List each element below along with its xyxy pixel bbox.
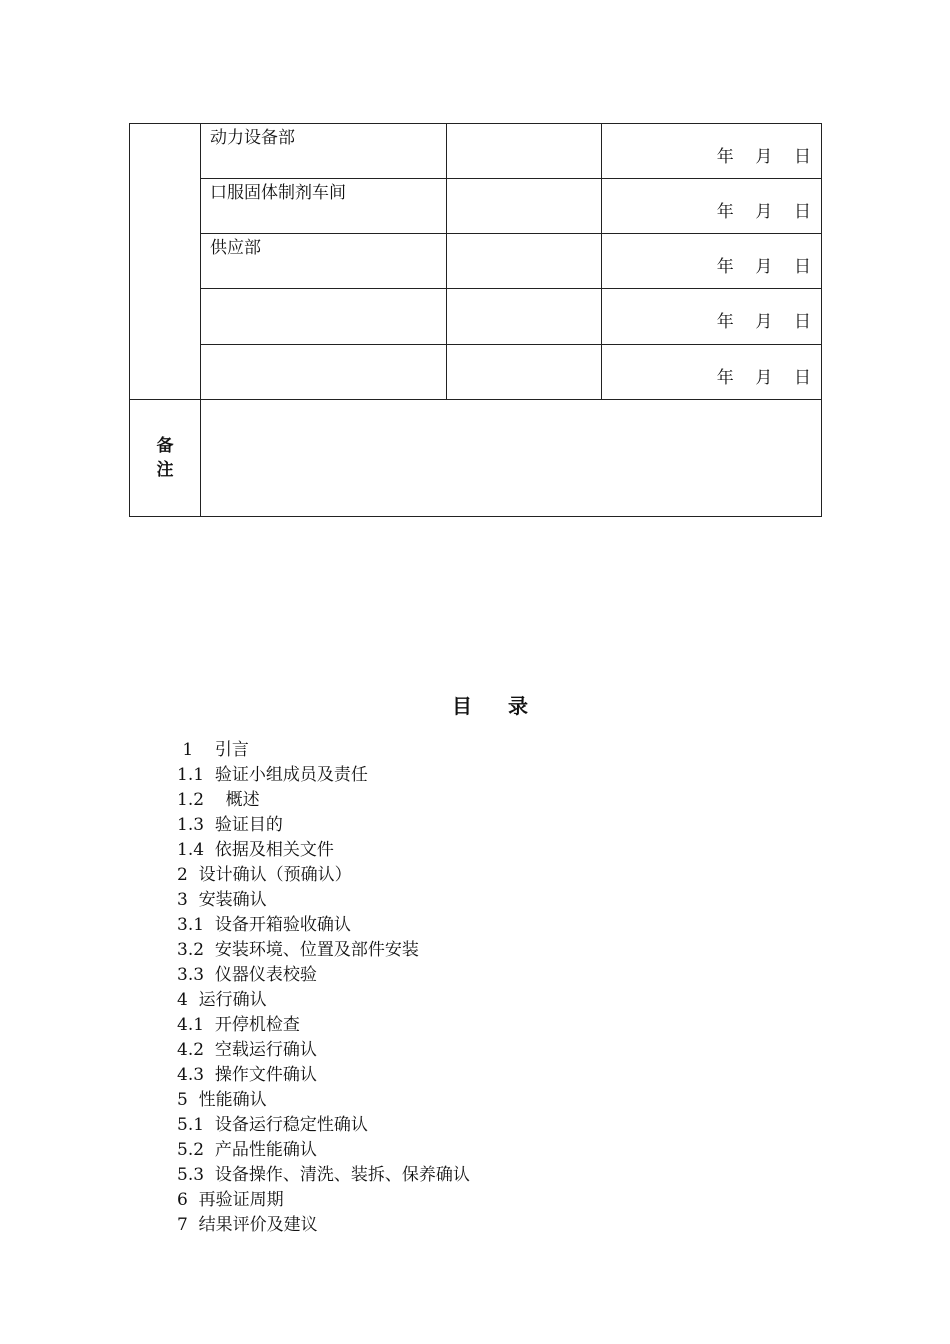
toc-item-label: 运行确认 xyxy=(198,990,267,1010)
toc-item-number: 1.2 xyxy=(177,790,205,810)
toc-item-number: 1.4 xyxy=(177,840,205,860)
sign-cell xyxy=(447,289,602,344)
remark-content xyxy=(201,399,822,516)
toc-title: 目录 xyxy=(452,694,564,718)
toc-item-number: 1.1 xyxy=(177,765,205,785)
toc-list xyxy=(177,738,470,1238)
dept-cell xyxy=(201,289,447,344)
toc-item-sep xyxy=(204,1115,215,1135)
dept-cell xyxy=(201,344,447,399)
toc-item-sep xyxy=(188,890,199,910)
remark-label-char-1: 备 xyxy=(156,435,174,456)
date-text: 年 月 日 xyxy=(716,202,811,223)
toc-item-label: 验证目的 xyxy=(214,815,283,835)
toc-item-sep xyxy=(188,865,199,885)
dept-cell: 口服固体制剂车间 xyxy=(201,179,447,234)
toc-item-sep xyxy=(204,765,215,785)
toc-item-sep xyxy=(204,1165,215,1185)
toc-item-label: 设备操作、清洗、装拆、保养确认 xyxy=(214,1165,470,1185)
toc-item-number: 2 xyxy=(177,865,188,885)
toc-item xyxy=(177,913,470,938)
toc-item-number: 6 xyxy=(177,1190,188,1210)
toc-item-sep xyxy=(188,990,199,1010)
toc-item xyxy=(177,1038,470,1063)
table-row xyxy=(130,179,822,234)
toc-item xyxy=(177,738,470,763)
toc-item-sep xyxy=(204,790,226,810)
toc-item-label: 概述 xyxy=(225,790,260,810)
table-row xyxy=(130,289,822,344)
date-cell xyxy=(602,124,822,179)
toc-item-number: 5.2 xyxy=(177,1140,205,1160)
toc-item xyxy=(177,1163,470,1188)
toc-item xyxy=(177,788,470,813)
toc-item xyxy=(177,938,470,963)
toc-item-label: 设备运行稳定性确认 xyxy=(214,1115,368,1135)
toc-item-sep xyxy=(204,1040,215,1060)
table-row xyxy=(130,234,822,289)
signature-table xyxy=(129,123,822,517)
toc-item-label: 性能确认 xyxy=(198,1090,267,1110)
table-row xyxy=(130,344,822,399)
toc-item xyxy=(177,1188,470,1213)
toc-item-label: 验证小组成员及责任 xyxy=(214,765,368,785)
toc-item xyxy=(177,863,470,888)
remark-row xyxy=(130,399,822,516)
toc-item-label: 设计确认（预确认） xyxy=(198,865,352,885)
date-text: 年 月 日 xyxy=(716,147,811,167)
toc-item-number: 3.3 xyxy=(177,965,205,985)
remark-label-char-2: 注 xyxy=(156,459,174,480)
toc-item xyxy=(177,1088,470,1113)
toc-item-sep xyxy=(204,915,215,935)
toc-item-sep xyxy=(204,1065,215,1085)
toc-item-sep xyxy=(188,1215,199,1235)
toc-item-label: 再验证周期 xyxy=(198,1190,284,1210)
dept-cell: 动力设备部 xyxy=(201,124,447,179)
sign-cell xyxy=(447,124,602,179)
toc-item-label: 依据及相关文件 xyxy=(214,840,334,860)
toc-item xyxy=(177,963,470,988)
toc-item-label: 引言 xyxy=(214,740,249,760)
toc-item-number: 4 xyxy=(177,990,188,1010)
toc-item-sep xyxy=(204,840,215,860)
toc-item-label: 安装确认 xyxy=(198,890,267,910)
toc-item-number: 4.3 xyxy=(177,1065,205,1085)
toc-item-label: 空载运行确认 xyxy=(214,1040,317,1060)
toc-item xyxy=(177,1013,470,1038)
toc-item-label: 开停机检查 xyxy=(214,1015,300,1035)
table-row xyxy=(130,124,822,179)
toc-item-number: 1.3 xyxy=(177,815,205,835)
toc-item-label: 仪器仪表校验 xyxy=(214,965,317,985)
sign-cell xyxy=(447,344,602,399)
toc-item xyxy=(177,1113,470,1138)
date-cell xyxy=(602,289,822,344)
date-cell xyxy=(602,344,822,399)
toc-item xyxy=(177,813,470,838)
toc-item-number: 1 xyxy=(177,740,194,760)
toc-item-number: 5 xyxy=(177,1090,188,1110)
toc-item-sep xyxy=(204,1140,215,1160)
toc-item-sep xyxy=(193,740,215,760)
toc-item-label: 结果评价及建议 xyxy=(198,1215,318,1235)
toc-item-sep xyxy=(188,1190,199,1210)
date-cell xyxy=(602,234,822,289)
toc-item-sep xyxy=(204,940,215,960)
remark-label xyxy=(130,399,201,516)
sign-cell xyxy=(447,234,602,289)
date-text: 年 月 日 xyxy=(716,367,811,388)
group-label-cell xyxy=(130,124,201,400)
toc-item-sep xyxy=(204,1015,215,1035)
date-text: 年 月 日 xyxy=(716,312,811,333)
toc-item-sep xyxy=(204,965,215,985)
date-cell xyxy=(602,179,822,234)
toc-item-number: 4.1 xyxy=(177,1015,205,1035)
toc-item-label: 产品性能确认 xyxy=(214,1140,317,1160)
toc-item xyxy=(177,1063,470,1088)
toc-item-number: 5.3 xyxy=(177,1165,205,1185)
toc-item-sep xyxy=(204,815,215,835)
toc-item-number: 5.1 xyxy=(177,1115,205,1135)
toc-item-label: 设备开箱验收确认 xyxy=(214,915,351,935)
toc-item xyxy=(177,1213,470,1238)
toc-item-number: 3.1 xyxy=(177,915,205,935)
date-text: 年 月 日 xyxy=(716,257,811,278)
toc-item xyxy=(177,838,470,863)
toc-item-number: 3.2 xyxy=(177,940,205,960)
toc-item-number: 7 xyxy=(177,1215,188,1235)
toc-item-number: 4.2 xyxy=(177,1040,205,1060)
toc-item-label: 安装环境、位置及部件安装 xyxy=(214,940,419,960)
dept-cell: 供应部 xyxy=(201,234,447,289)
toc-item xyxy=(177,888,470,913)
toc-item xyxy=(177,988,470,1013)
sign-cell xyxy=(447,179,602,234)
toc-item xyxy=(177,1138,470,1163)
toc-item-number: 3 xyxy=(177,890,188,910)
toc-item xyxy=(177,763,470,788)
toc-item-label: 操作文件确认 xyxy=(214,1065,317,1085)
toc-item-sep xyxy=(188,1090,199,1110)
